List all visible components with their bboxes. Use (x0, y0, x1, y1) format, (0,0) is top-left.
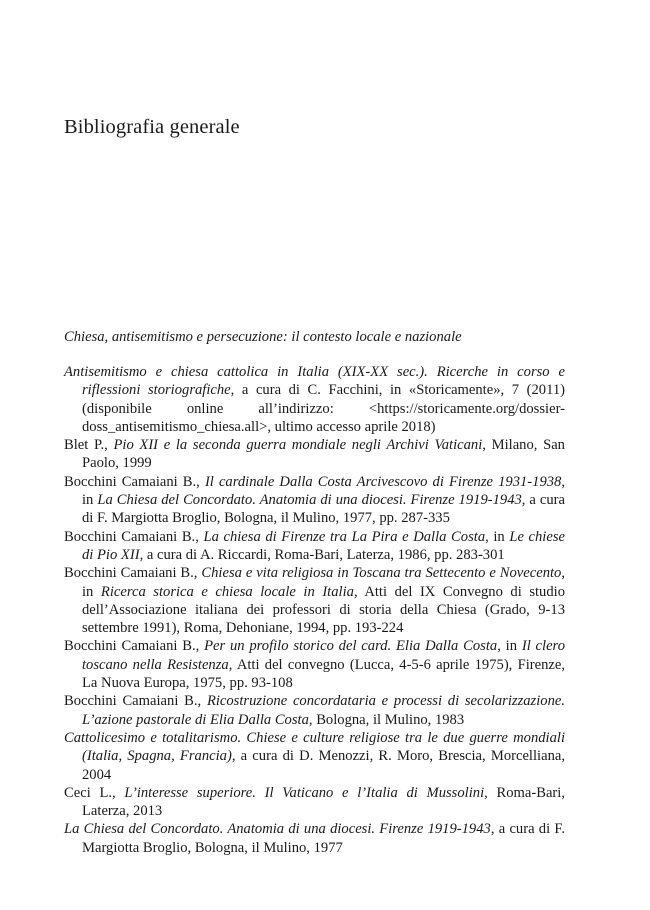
entry-title: L’interesse superiore. Il Vaticano e l’Italia di Mussolini (124, 784, 485, 801)
bibliography-entry (64, 637, 565, 692)
entry-title: La Chiesa del Concordato. Anatomia di una diocesi. Firenze 1919-1943 (64, 821, 491, 838)
entry-title: Il cardinale Dalla Costa Arcivescovo di Firenze 1931-1938 (204, 473, 562, 490)
entry-details: , in (485, 528, 510, 545)
bibliography-entry (64, 784, 565, 821)
entry-title: Antisemitismo e chiesa cattolica in Italia (XIX-XX sec.). Ricerche in corso e riflessioni storiografiche (64, 364, 565, 399)
entry-publication: , a cura di A. Riccardi, Roma-Bari, Laterza, 1986, pp. 283-301 (139, 546, 505, 563)
bibliography-entry (64, 692, 565, 729)
entry-details: , Bologna, il Mulino, 1983 (308, 711, 465, 728)
entry-container-title: La Chiesa del Concordato. Anatomia di una diocesi. Firenze 1919-1943 (97, 492, 522, 509)
entry-details: , Roma-Bari, Laterza, 2013 (82, 784, 565, 820)
bibliography-entry (64, 729, 565, 784)
bibliography-entry (64, 436, 565, 473)
entry-author: Bocchini Camaiani B., (64, 565, 202, 582)
entry-details: , in (497, 638, 522, 655)
page-title: Bibliografia generale (64, 116, 240, 138)
entry-title: Cattolicesimo e totalitarismo. Chiese e culture religiose tra le due guerre mondiali (Italia, Spagna, Francia) (64, 729, 565, 765)
entry-details: , in (82, 565, 565, 600)
bibliography-entry (64, 564, 565, 637)
entry-publication: , a cura di F. Margiotta Broglio, Bologna, il Mulino, 1977, pp. 287-335 (82, 492, 566, 527)
entry-publication: , Atti del convegno (Lucca, 4-5-6 aprile 1975), Firenze, La Nuova Europa, 1975, pp. 93-108 (82, 656, 565, 692)
entry-author: Bocchini Camaiani B., (64, 528, 204, 545)
entry-details: , Milano, San Paolo, 1999 (82, 437, 565, 472)
entry-details: , a cura di C. Facchini, in «Storicamente», 7 (2011) (disponibile online all’indirizzo: <https://storicamente.org/dossier-doss_antisemitismo_chiesa.all>, ultimo accesso aprile 2018) (82, 382, 565, 435)
entry-title: La chiesa di Firenze tra La Pira e Dalla Costa (203, 528, 486, 545)
entry-author: Bocchini Camaiani B., (64, 638, 205, 655)
entry-container-title: Le chiese di Pio XII (82, 528, 565, 563)
entry-title: Pio XII e la seconda guerra mondiale negli Archivi Vaticani (113, 437, 483, 454)
entry-title: Per un profilo storico del card. Elia Dalla Costa (204, 638, 498, 655)
entry-publication: , Atti del IX Convegno di studio dell’Associazione italiana dei professori di storia della Chiesa (Grado, 9-13 settembre 1991), Roma, Dehoniane, 1994, pp. 193-224 (82, 583, 565, 637)
bibliography-entry (64, 363, 565, 436)
entry-title: Ricostruzione concordataria e processi di secolarizzazione. L’azione pastorale di Elia Dalla Costa (82, 693, 566, 728)
entry-details: , a cura di F. Margiotta Broglio, Bologna, il Mulino, 1977 (82, 821, 566, 856)
bibliography-entry (64, 820, 565, 857)
entry-container-title: Ricerca storica e chiesa locale in Italia (100, 583, 354, 600)
section-heading: Chiesa, antisemitismo e persecuzione: il contesto locale e nazionale (64, 329, 462, 345)
entry-details: , in (82, 473, 565, 509)
entry-author: Ceci L., (64, 784, 125, 801)
bibliography-entry (64, 473, 565, 528)
entry-title: Chiesa e vita religiosa in Toscana tra Settecento e Novecento (201, 565, 562, 582)
entry-author: Blet P., (64, 437, 114, 454)
bibliography-entry (64, 528, 565, 565)
entry-details: , a cura di D. Menozzi, R. Moro, Brescia, Morcelliana, 2004 (82, 748, 565, 783)
entry-container-title: Il clero toscano nella Resistenza (82, 638, 565, 673)
bibliography-list (64, 363, 565, 857)
entry-author: Bocchini Camaiani B., (64, 693, 207, 710)
entry-author: Bocchini Camaiani B., (64, 473, 205, 490)
